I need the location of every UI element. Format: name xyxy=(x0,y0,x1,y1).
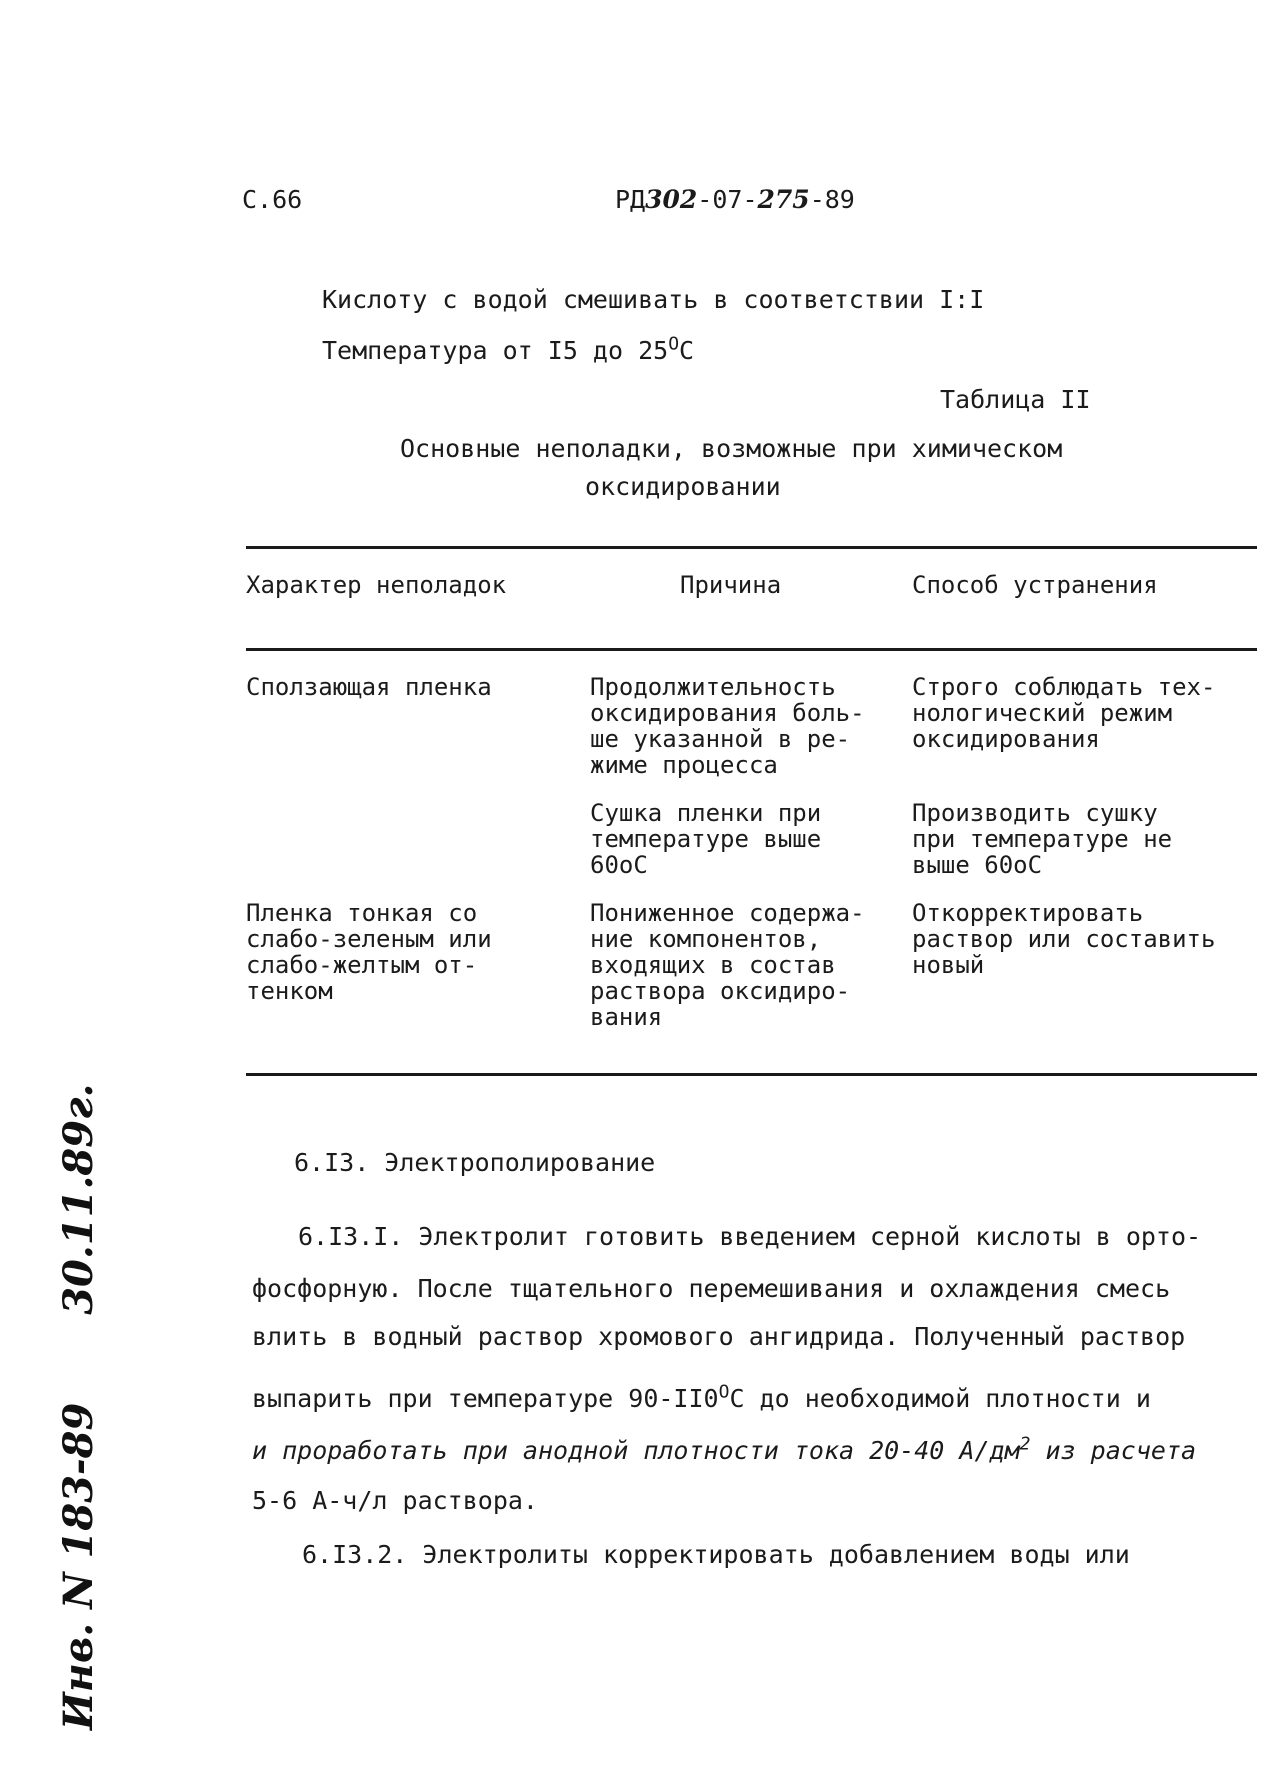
table-row-1-defect: Сползающая пленка xyxy=(246,673,492,701)
degree-sign: O xyxy=(718,1381,730,1403)
doc-code-handwritten-1: 302 xyxy=(645,185,698,214)
table-row-1-cause: Продолжительность оксидирования боль- ше указанной в ре- жиме процесса xyxy=(590,673,865,779)
paragraph-2-line-1: 6.I3.2. Электролиты корректировать добавлением воды или xyxy=(302,1540,1130,1569)
paragraph-1-line-1: 6.I3.I. Электролит готовить введением серной кислоты в орто- xyxy=(298,1222,1202,1251)
intro-line-2-text: Температура от I5 до 25 xyxy=(322,336,669,365)
squared-sign: 2 xyxy=(1019,1433,1031,1455)
section-heading: 6.I3. Электрополирование xyxy=(294,1148,656,1177)
table-title-line-1: Основные неполадки, возможные при химическом xyxy=(400,434,1063,463)
doc-code-suffix: -89 xyxy=(809,185,855,214)
paragraph-1-line-2: фосфорную. После тщательного перемешивания и охлаждения смесь xyxy=(252,1274,1171,1303)
table-label: Таблица II xyxy=(940,385,1091,414)
margin-note-date: 30.11.89г. xyxy=(55,1083,102,1315)
intro-line-2-unit: C xyxy=(679,336,695,365)
degree-sign: O xyxy=(668,333,680,355)
table-header-defect: Характер неполадок xyxy=(246,571,507,599)
handwritten-margin-note xyxy=(55,1084,102,1730)
table-header-rule xyxy=(246,648,1257,651)
paragraph-1-line-3: влить в водный раствор хромового ангидрида. Полученный раствор xyxy=(252,1322,1186,1351)
paragraph-1-line-5 xyxy=(252,1433,1197,1465)
table-row-1-remedy: Строго соблюдать тех- нологический режим оксидирования xyxy=(912,673,1216,753)
table-row-2-cause: Сушка пленки при температуре выше 60оС xyxy=(590,799,822,879)
doc-code-handwritten-2: 275 xyxy=(757,185,810,214)
intro-line-1: Кислоту с водой смешивать в соответствии I:I xyxy=(322,285,985,314)
table-header-remedy: Способ устранения xyxy=(912,571,1158,599)
paragraph-1-line-5-text: и проработать при анодной плотности тока 20-40 А/дм xyxy=(252,1436,1020,1465)
table-header-cause: Причина xyxy=(680,571,782,599)
table-bottom-rule xyxy=(246,1073,1257,1076)
paragraph-1-line-5-rest: из расчета xyxy=(1030,1436,1197,1465)
doc-code-prefix: РД xyxy=(615,185,646,214)
page-number: С.66 xyxy=(242,185,303,214)
table-title-line-2: оксидировании xyxy=(585,472,781,501)
table-top-rule xyxy=(246,546,1257,549)
paragraph-1-line-4 xyxy=(252,1381,1151,1413)
doc-code-mid: -07- xyxy=(697,185,758,214)
table-row-3-defect: Пленка тонкая со слабо-зеленым или слабо-желтым от- тенком xyxy=(246,899,492,1005)
table-row-3-cause: Пониженное содержа- ние компонентов, входящих в состав раствора оксидиро- вания xyxy=(590,899,865,1031)
table-row-2-remedy: Производить сушку при температуре не выше 60оС xyxy=(912,799,1173,879)
paragraph-1-line-4-rest: C до необходимой плотности и xyxy=(729,1384,1151,1413)
table-row-3-remedy: Откорректировать раствор или составить новый xyxy=(912,899,1216,979)
intro-line-2 xyxy=(322,333,695,365)
document-code xyxy=(615,185,855,214)
paragraph-1-line-4-text: выпарить при температуре 90-II0 xyxy=(252,1384,719,1413)
paragraph-1-line-6: 5-6 А-ч/л раствора. xyxy=(252,1486,538,1515)
margin-note-inventory: Инв. N 183-89 xyxy=(55,1402,102,1730)
